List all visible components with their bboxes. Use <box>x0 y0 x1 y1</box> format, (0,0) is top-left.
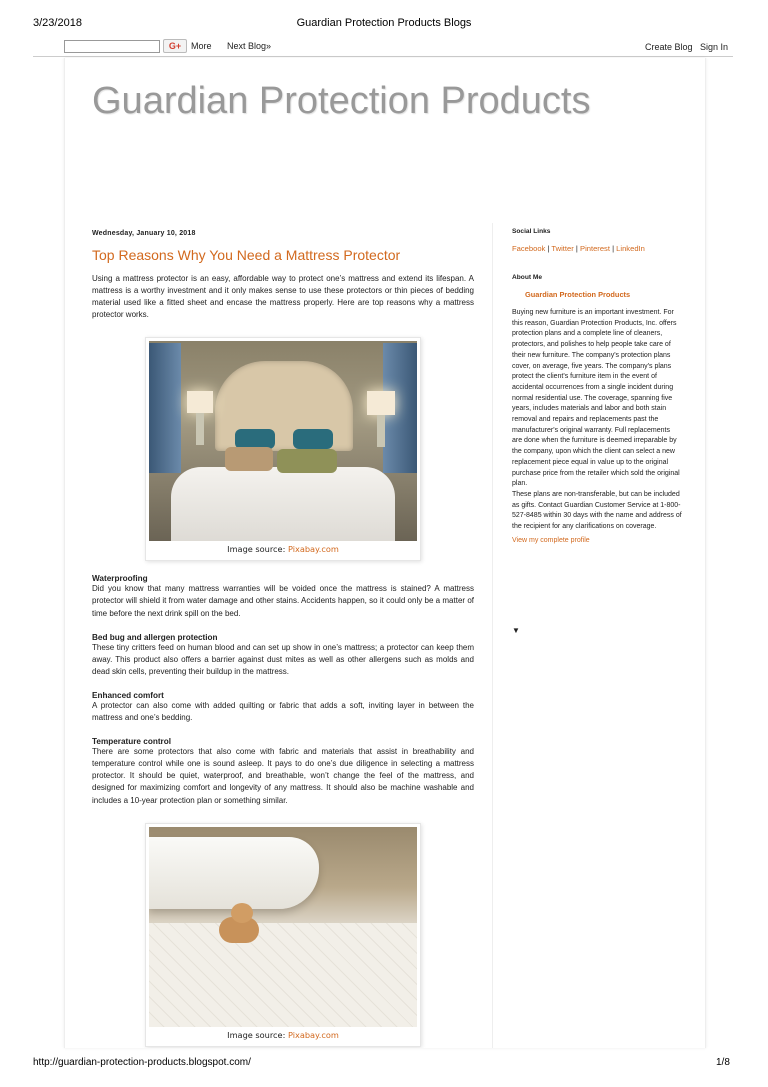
archive-toggle-icon[interactable]: ▼ <box>512 626 520 635</box>
linkedin-link[interactable]: LinkedIn <box>616 244 645 253</box>
twitter-link[interactable]: Twitter <box>551 244 574 253</box>
more-link[interactable]: More <box>191 41 212 51</box>
caption-link[interactable]: Pixabay.com <box>287 1029 339 1040</box>
about-text-2: These plans are non-transferable, but can be included as gifts. Contact Guardian Customer Service at 1-800-527-8485 within 30 days with the name and address of the recipient for any clarifications on coverage. <box>512 490 682 531</box>
blogger-navbar <box>33 37 733 57</box>
about-text: Buying new furniture is an important investment. For this reason, Guardian Protection Products, Inc. offers protection plans and a complete line of cleaners, protectors, and polishes to help people take care of their new furniture. The company's protection plans cover, on average, five years. The company's plans protect the client's furniture item in the event of accidental occurrences from a single incident during normal residential use. The coverage, spanning five years, includes materials and labor and both stain removal and repairs and replacements past the manufacturer's original warranty. Full replacements are done when the furniture is deemed irreparable by the company, upon which the client can select a new replacement piece equal in value up to the original purchase price from the retailer which sold the original plan. <box>512 309 680 488</box>
blog-title[interactable]: Guardian Protection Products <box>92 80 591 122</box>
pinterest-link[interactable]: Pinterest <box>580 244 610 253</box>
post-date: Wednesday, January 10, 2018 <box>92 230 196 237</box>
print-url: http://guardian-protection-products.blogspot.com/ <box>33 1057 251 1068</box>
image-caption: Image source: Pixabay.com <box>227 544 339 555</box>
post-image-bedroom <box>145 337 421 561</box>
next-blog-link[interactable]: Next Blog» <box>227 41 272 51</box>
section-heading-comfort: Enhanced comfort <box>92 690 164 700</box>
blog-page <box>64 58 706 1048</box>
print-header <box>0 17 768 31</box>
create-blog-link[interactable]: Create Blog <box>645 42 693 52</box>
column-divider <box>492 223 493 1048</box>
post-column <box>92 230 474 1047</box>
section-body-bed-bug: These tiny critters feed on human blood and can set up show in one’s mattress; a protector can keep them away. This product also offers a barrier against dust mites as well as other allergens such as molds and dead skin cells, preventing their buildup in the mattress. <box>92 642 474 676</box>
post-title[interactable]: Top Reasons Why You Need a Mattress Protector <box>92 247 401 263</box>
section-heading-temperature: Temperature control <box>92 737 172 747</box>
about-me-heading: About Me <box>512 274 543 281</box>
sidebar <box>512 228 682 635</box>
mattress-photo <box>149 827 417 1027</box>
bedroom-photo <box>149 341 417 541</box>
section-body-comfort: A protector can also come with added quilting or fabric that adds a soft, inviting layer in between the mattress and one’s bedding. <box>92 700 474 723</box>
facebook-link[interactable]: Facebook <box>512 244 546 253</box>
image-caption: Image source: Pixabay.com <box>227 1029 339 1040</box>
social-links: Facebook | Twitter | Pinterest | LinkedIn <box>512 244 645 253</box>
sign-in-link[interactable]: Sign In <box>700 42 729 52</box>
post-image-mattress <box>145 823 421 1047</box>
gplus-button[interactable]: G+ <box>163 39 187 53</box>
section-heading-waterproofing: Waterproofing <box>92 574 148 584</box>
view-profile-link[interactable]: View my complete profile <box>512 536 590 544</box>
print-title: Guardian Protection Products Blogs <box>296 17 472 29</box>
section-body-temperature: There are some protectors that also come with fabric and materials that assist in breathability and temperature control while one is sound asleep. It pays to do one’s due diligence in selecting a mattress protector. It should be quiet, waterproof, and breathable, won’t change the feel of the mattress, and designed for maximizing comfort and longevity of any mattress. It should also be machine washable and includes a 10-year protection plan or something similar. <box>92 747 474 805</box>
section-body-waterproofing: Did you know that many mattress warranties will be voided once the mattress is stained? A mattress protector will shield it from water damage and other stains. Accidents happen, so it could only be a matter of time before the next drink spill on the bed. <box>92 584 474 618</box>
section-heading-bed-bug: Bed bug and allergen protection <box>92 632 218 642</box>
profile-name-link[interactable]: Guardian Protection Products <box>525 290 631 299</box>
caption-link[interactable]: Pixabay.com <box>287 544 339 555</box>
search-input[interactable] <box>64 40 160 53</box>
print-page-number: 1/8 <box>716 1057 730 1068</box>
print-date: 3/23/2018 <box>33 17 82 29</box>
social-links-heading: Social Links <box>512 228 551 235</box>
post-intro: Using a mattress protector is an easy, affordable way to protect one’s mattress and extend its lifespan. A mattress is a worthy investment and it only makes sense to use these protectors or thin pieces of bedding material used like a fitted sheet and encase the mattress properly. Here are top reasons why a mattress protector works. <box>92 274 474 320</box>
